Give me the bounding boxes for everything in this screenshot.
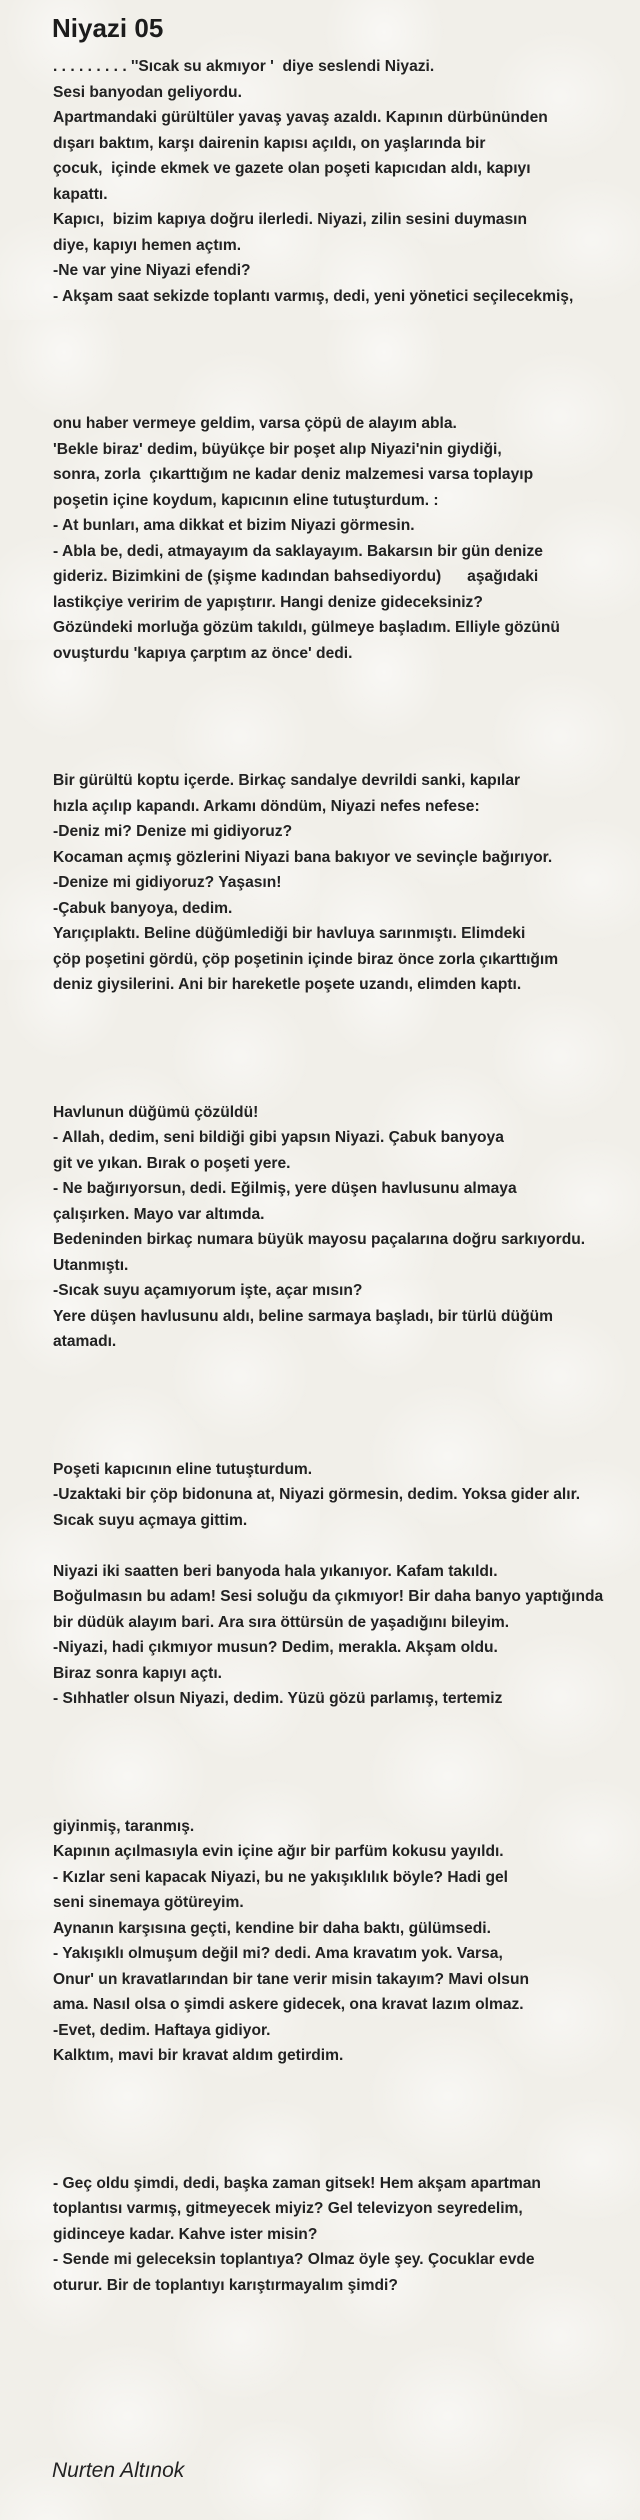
blank-line bbox=[53, 1737, 633, 1763]
poem-line: Bir gürültü koptu içerde. Birkaç sandalye devrildi sanki, kapılar bbox=[53, 772, 521, 789]
poem-line: Havlunun düğümü çözüldü! bbox=[53, 1103, 259, 1121]
blank-line bbox=[53, 666, 633, 692]
poem-line: - Ne bağırıyorsun, dedi. Eğilmiş, yere düşen havlusunu almaya bbox=[53, 1180, 517, 1197]
blank-line bbox=[53, 1712, 633, 1738]
poem-line: lastikçiye veririm de yapıştırır. Hangi denize gideceksiniz? bbox=[53, 593, 483, 611]
poem-line: sonra, zorla çıkarttığım ne kadar deniz malzemesi varsa toplayıp bbox=[53, 466, 534, 483]
blank-line bbox=[53, 1788, 633, 1814]
poem-line: atamadı. bbox=[53, 1333, 117, 1350]
poem-title: Niyazi 05 bbox=[52, 13, 164, 43]
poem-line: -Uzaktaki bir çöp bidonuna at, Niyazi görmesin, dedim. Yoksa gider alır. bbox=[53, 1486, 581, 1503]
blank-line bbox=[53, 309, 633, 335]
poem-body bbox=[53, 54, 633, 2298]
poem-line: Bedeninden birkaç numara büyük mayosu paçalarına doğru sarkıyordu. bbox=[53, 1231, 586, 1248]
poem-line: seni sinemaya götüreyim. bbox=[53, 1894, 244, 1911]
blank-line bbox=[53, 1533, 633, 1559]
poem-line: -Denize mi gidiyoruz? Yaşasın! bbox=[53, 874, 282, 891]
blank-line bbox=[53, 717, 633, 743]
blank-line bbox=[53, 692, 633, 718]
poem-line: Biraz sonra kapıyı açtı. bbox=[53, 1664, 223, 1682]
poem-line: Kapının açılmasıyla evin içine ağır bir parfüm kokusu yayıldı. bbox=[53, 1843, 504, 1860]
poem-line: Gözündeki morluğa gözüm takıldı, gülmeye başladım. Elliyle gözünü bbox=[53, 619, 560, 636]
blank-line bbox=[53, 743, 633, 769]
poem-line: - Sıhhatler olsun Niyazi, dedim. Yüzü gözü parlamış, tertemiz bbox=[53, 1690, 503, 1707]
poem-line: poşetin içine koydum, kapıcının eline tutuşturdum. : bbox=[53, 491, 439, 509]
poem-line: - Abla be, dedi, atmayayım da saklayayım. Bakarsın bir gün denize bbox=[53, 542, 543, 560]
poem-line: gidinceye kadar. Kahve ister misin? bbox=[53, 2225, 318, 2243]
poem-line: diye, kapıyı hemen açtım. bbox=[53, 236, 242, 254]
blank-line bbox=[53, 1074, 633, 1100]
poem-line: -Deniz mi? Denize mi gidiyoruz? bbox=[53, 823, 293, 840]
blank-line bbox=[53, 360, 633, 386]
poem-line: Poşeti kapıcının eline tutuşturdum. bbox=[53, 1460, 313, 1478]
poem-line: Utanmıştı. bbox=[53, 1256, 129, 1274]
poem-line: - Kızlar seni kapacak Niyazi, bu ne yakışıklılık böyle? Hadi gel bbox=[53, 1868, 508, 1886]
poem-line: -Ne var yine Niyazi efendi? bbox=[53, 262, 251, 279]
poem-line: Kapıcı, bizim kapıya doğru ilerledi. Niyazi, zilin sesini duymasın bbox=[53, 211, 528, 228]
poem-line: - At bunları, ama dikkat et bizim Niyazi görmesin. bbox=[53, 517, 415, 534]
poem-line: kapattı. bbox=[53, 185, 108, 203]
blank-line bbox=[53, 1406, 633, 1432]
poem-line: ama. Nasıl olsa o şimdi askere gidecek, ona kravat lazım olmaz. bbox=[53, 1996, 524, 2013]
blank-line bbox=[53, 2145, 633, 2171]
poem-line: 'Bekle biraz' dedim, büyükçe bir poşet alıp Niyazi'nin giydiği, bbox=[53, 440, 502, 458]
poem-line: çocuk, içinde ekmek ve gazete olan poşeti kapıcıdan aldı, kapıyı bbox=[53, 160, 531, 177]
poem-line: -Sıcak suyu açamıyorum işte, açar mısın? bbox=[53, 1282, 363, 1299]
blank-line bbox=[53, 2120, 633, 2146]
author-name: Nurten Altınok bbox=[52, 2459, 185, 2482]
poem-line: Niyazi iki saatten beri banyoda hala yıkanıyor. Kafam takıldı. bbox=[53, 1562, 498, 1580]
poem-line: - Akşam saat sekizde toplantı varmış, dedi, yeni yönetici seçilecekmiş, bbox=[53, 287, 574, 305]
poem-line: deniz giysilerini. Ani bir hareketle poşete uzandı, elimden kaptı. bbox=[53, 976, 522, 993]
blank-line bbox=[53, 1355, 633, 1381]
blank-line bbox=[53, 998, 633, 1024]
poem-line: Boğulmasın bu adam! Sesi soluğu da çıkmıyor! Bir daha banyo yaptığında bbox=[53, 1588, 604, 1605]
blank-line bbox=[53, 386, 633, 412]
poem-line: Yere düşen havlusunu aldı, beline sarmaya başladı, bir türlü düğüm bbox=[53, 1307, 553, 1325]
poem-line: -Niyazi, hadi çıkmıyor musun? Dedim, merakla. Akşam oldu. bbox=[53, 1639, 498, 1656]
blank-line bbox=[53, 1380, 633, 1406]
poem-line: git ve yıkan. Bırak o poşeti yere. bbox=[53, 1154, 291, 1172]
poem-line: - Yakışıklı olmuşum değil mi? dedi. Ama kravatım yok. Varsa, bbox=[53, 1945, 503, 1962]
poem-line: onu haber vermeye geldim, varsa çöpü de alayım abla. bbox=[53, 415, 457, 432]
poem-line: ovuşturdu 'kapıya çarptım az önce' dedi. bbox=[53, 644, 353, 662]
poem-line: - Allah, dedim, seni bildiği gibi yapsın Niyazi. Çabuk banyoya bbox=[53, 1129, 504, 1146]
poem-line: çöp poşetini gördü, çöp poşetinin içinde biraz önce zorla çıkarttığım bbox=[53, 950, 559, 968]
poem-line: gideriz. Bizimkini de (şişme kadından bahsediyordu) aşağıdaki bbox=[53, 568, 539, 585]
poem-line: oturur. Bir de toplantıyı karıştırmayalım şimdi? bbox=[53, 2276, 398, 2294]
poem-line: çalışırken. Mayo var altımda. bbox=[53, 1205, 265, 1223]
poem-line: Yarıçıplaktı. Beline düğümlediği bir havluya sarınmıştı. Elimdeki bbox=[53, 925, 526, 942]
poem-line: - Sende mi geleceksin toplantıya? Olmaz öyle şey. Çocuklar evde bbox=[53, 2251, 535, 2268]
poem-line: - Geç oldu şimdi, dedi, başka zaman gitsek! Hem akşam apartman bbox=[53, 2174, 541, 2192]
poem-line: Kocaman açmış gözlerini Niyazi bana bakıyor ve sevinçle bağırıyor. bbox=[53, 848, 553, 866]
blank-line bbox=[53, 335, 633, 361]
poem-line: Aynanın karşısına geçti, kendine bir daha baktı, gülümsedi. bbox=[53, 1919, 491, 1937]
poem-line: giyinmiş, taranmış. bbox=[53, 1817, 195, 1835]
poem-line: Kalktım, mavi bir kravat aldım getirdim. bbox=[53, 2047, 344, 2064]
poem-line: Sıcak suyu açmaya gittim. bbox=[53, 1511, 248, 1529]
blank-line bbox=[53, 1023, 633, 1049]
poem-line: Sesi banyodan geliyordu. bbox=[53, 83, 242, 101]
poem-line: bir düdük alayım bari. Ara sıra öttürsün de yaşadığını bileyim. bbox=[53, 1613, 510, 1631]
blank-line bbox=[53, 1763, 633, 1789]
poem-line: dışarı baktım, karşı dairenin kapısı açıldı, on yaşlarında bir bbox=[53, 134, 486, 152]
poem-line: hızla açılıp kapandı. Arkamı döndüm, Niyazi nefes nefese: bbox=[53, 797, 480, 815]
blank-line bbox=[53, 1431, 633, 1457]
blank-line bbox=[53, 2094, 633, 2120]
poem-line: -Evet, dedim. Haftaya gidiyor. bbox=[53, 2021, 271, 2039]
blank-line bbox=[53, 2069, 633, 2095]
poem-line: -Çabuk banyoya, dedim. bbox=[53, 899, 233, 917]
poem-line: Onur' un kravatlarından bir tane verir misin takayım? Mavi olsun bbox=[53, 1970, 529, 1988]
poem-line: . . . . . . . . . ''Sıcak su akmıyor ' diye seslendi Niyazi. bbox=[53, 58, 435, 75]
poem-line: toplantısı varmış, gitmeyecek miyiz? Gel televizyon seyredelim, bbox=[53, 2200, 523, 2217]
poem-line: Apartmandaki gürültüler yavaş yavaş azaldı. Kapının dürbününden bbox=[53, 109, 548, 126]
blank-line bbox=[53, 1049, 633, 1075]
